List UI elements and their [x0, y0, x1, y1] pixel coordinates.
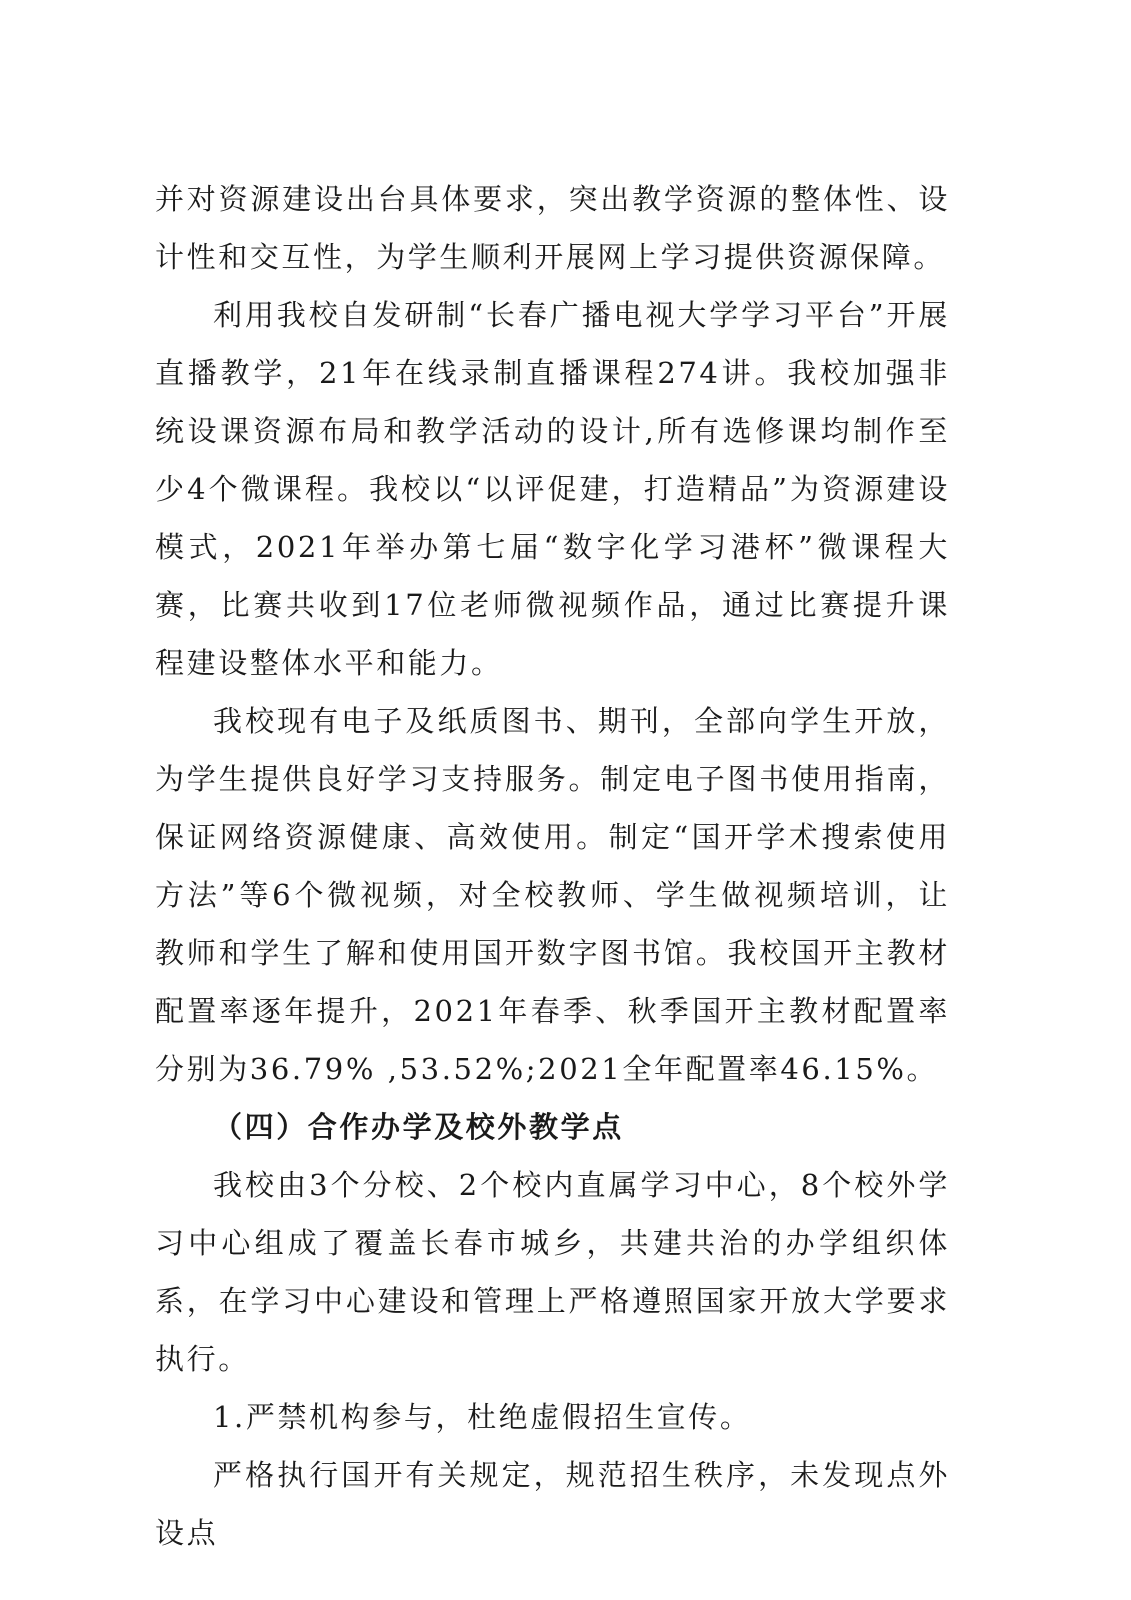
paragraph-learning-centers: 我校由3个分校、2个校内直属学习中心，8个校外学习中心组成了覆盖长春市城乡，共建共治的办学组织体系，在学习中心建设和管理上严格遵照国家开放大学要求执行。: [155, 1168, 950, 1376]
document-body: [155, 170, 950, 1562]
paragraph-resource-requirements: 并对资源建设出台具体要求，突出教学资源的整体性、设计性和交互性，为学生顺利开展网上学习提供资源保障。: [155, 182, 950, 274]
paragraph-enrollment-rules: 严格执行国开有关规定，规范招生秩序，未发现点外设点: [155, 1458, 950, 1550]
paragraph-live-teaching: 利用我校自发研制“长春广播电视大学学习平台”开展直播教学，21年在线录制直播课程274讲。我校加强非统设课资源布局和教学活动的设计,所有选修课均制作至少4个微课程。我校以“以评促建，打造精品”为资源建设模式，2021年举办第七届“数字化学习港杯”微课程大赛，比赛共收到17位老师微视频作品，通过比赛提升课程建设整体水平和能力。: [155, 298, 950, 680]
item-title: 1.严禁机构参与，杜绝虚假招生宣传。: [213, 1400, 752, 1434]
paragraph-library-resources: 我校现有电子及纸质图书、期刊，全部向学生开放，为学生提供良好学习支持服务。制定电子图书使用指南，保证网络资源健康、高效使用。制定“国开学术搜索使用方法”等6个微视频，对全校教师、学生做视频培训，让教师和学生了解和使用国开数字图书馆。我校国开主教材配置率逐年提升，2021年春季、秋季国开主教材配置率分别为36.79% ,53.52%;2021全年配置率46.15%。: [155, 704, 950, 1086]
section-heading: （四）合作办学及校外教学点: [213, 1110, 624, 1144]
